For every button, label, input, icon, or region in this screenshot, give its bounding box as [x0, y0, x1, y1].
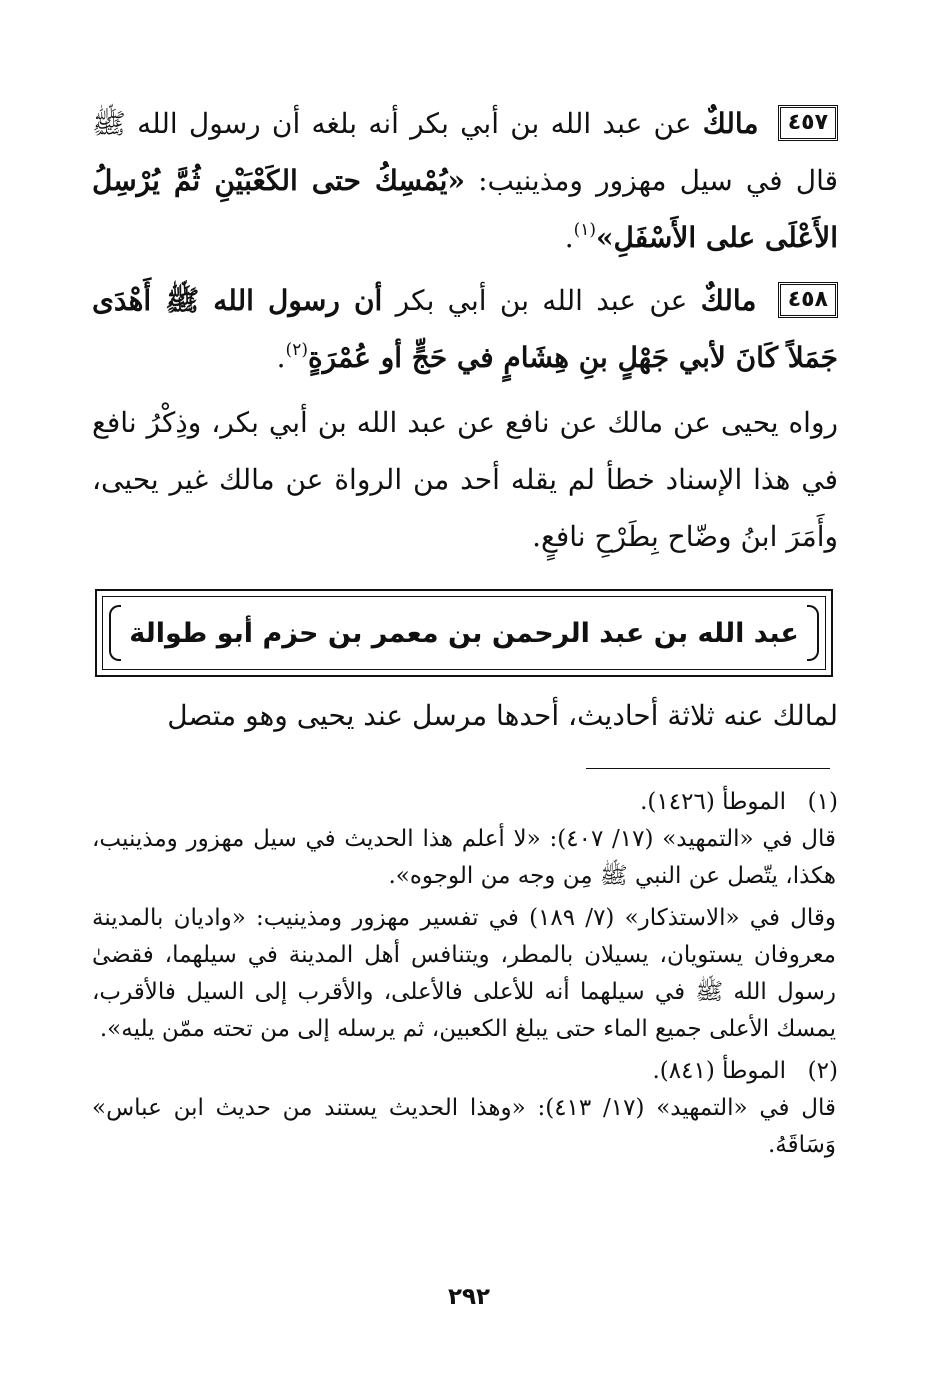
- page-number: ٢٩٢: [447, 1284, 491, 1310]
- footnote-number: (٢): [807, 1058, 838, 1084]
- footnote-source: الموطأ (١٤٢٦).: [640, 789, 786, 815]
- hadith-matn: «يُمْسِكُ حتى الكَعْبَيْنِ ثُمَّ يُرْسِلُ الأَعْلَى على الأَسْفَلِ»: [92, 164, 838, 254]
- section-intro: لمالك عنه ثلاثة أحاديث، أحدها مرسل عند يحيى وهو متصل: [167, 699, 838, 732]
- main-text: [92, 95, 838, 565]
- footnote-number: (١): [807, 789, 838, 815]
- footnote-2: [92, 1053, 838, 1164]
- footnote-source: الموطأ (٨٤١).: [652, 1058, 786, 1084]
- footnote-ref[interactable]: (١): [573, 220, 597, 240]
- narrator-name: مالكٌ: [700, 284, 757, 317]
- footnote-paragraph: وقال في «الاستذكار» (٧/ ١٨٩) في تفسير مهزور ومذينيب: «واديان بالمدينة معروفان يستويان، يسيلان بالمطر، ويتنافس أهل المدينة في سيلهما، فقضىٰ رسول الله ﷺ في سيلهما أنه للأعلى فالأعلى، والأقرب إلى السيل فالأقرب، يمسك الأعلى جميع الماء حتى يبلغ الكعبين، ثم يرسله إلى من تحته ممّن يليه».: [92, 905, 836, 1042]
- sentence-end: .: [564, 221, 574, 254]
- hadith-458: [92, 272, 838, 386]
- commentary-paragraph: رواه يحيى عن مالك عن نافع عن عبد الله بن أبي بكر، وذِكْرُ نافع في هذا الإسناد خطأ لم يقله أحد من الرواة عن مالك غير يحيى، وأَمَرَ ابنُ وضّاح بِطَرْحِ نافعٍ.: [92, 406, 838, 553]
- footnote-1: [92, 784, 838, 1048]
- section-title-frame: [95, 589, 833, 677]
- isnad-text: عن عبد الله بن أبي بكر: [395, 284, 688, 317]
- narrator-name: مالكٌ: [702, 107, 759, 140]
- footnotes: [92, 784, 838, 1169]
- section-title-inner-frame: [102, 596, 826, 670]
- hadith-number-badge: ٤٥٨: [778, 282, 838, 318]
- footnote-paragraph: قال في «التمهيد» (١٧/ ٤٠٧): «لا أعلم هذا الحديث في سيل مهزور ومذينيب، هكذا، يتّصل عن النبي ﷺ مِن وجه من الوجوه».: [92, 826, 836, 889]
- isnad-text: عن عبد الله بن أبي بكر أنه بلغه أن رسول الله ﷺ: [92, 107, 692, 140]
- hadith-matn: أن رسول الله ﷺ أَهْدَى جَمَلاً كَانَ لأبي جَهْلٍ بنِ هِشَامٍ في حَجٍّ أو عُمْرَةٍ: [92, 284, 838, 374]
- footnote-ref[interactable]: (٢): [285, 340, 308, 360]
- hadith-number-badge: ٤٥٧: [778, 105, 838, 141]
- sentence-end: .: [276, 341, 286, 374]
- hadith-457: [92, 95, 838, 266]
- hadith-plain-text: قال في سيل مهزور ومذينيب:: [478, 164, 839, 197]
- section-title: عبد الله بن عبد الرحمن بن معمر بن حزم أبو طوالة: [129, 617, 799, 649]
- footnote-separator: [586, 768, 830, 769]
- footnote-paragraph: قال في «التمهيد» (١٧/ ٤١٣): «وهذا الحديث يستند من حديث ابن عباس» وَسَاقَهُ.: [92, 1095, 836, 1158]
